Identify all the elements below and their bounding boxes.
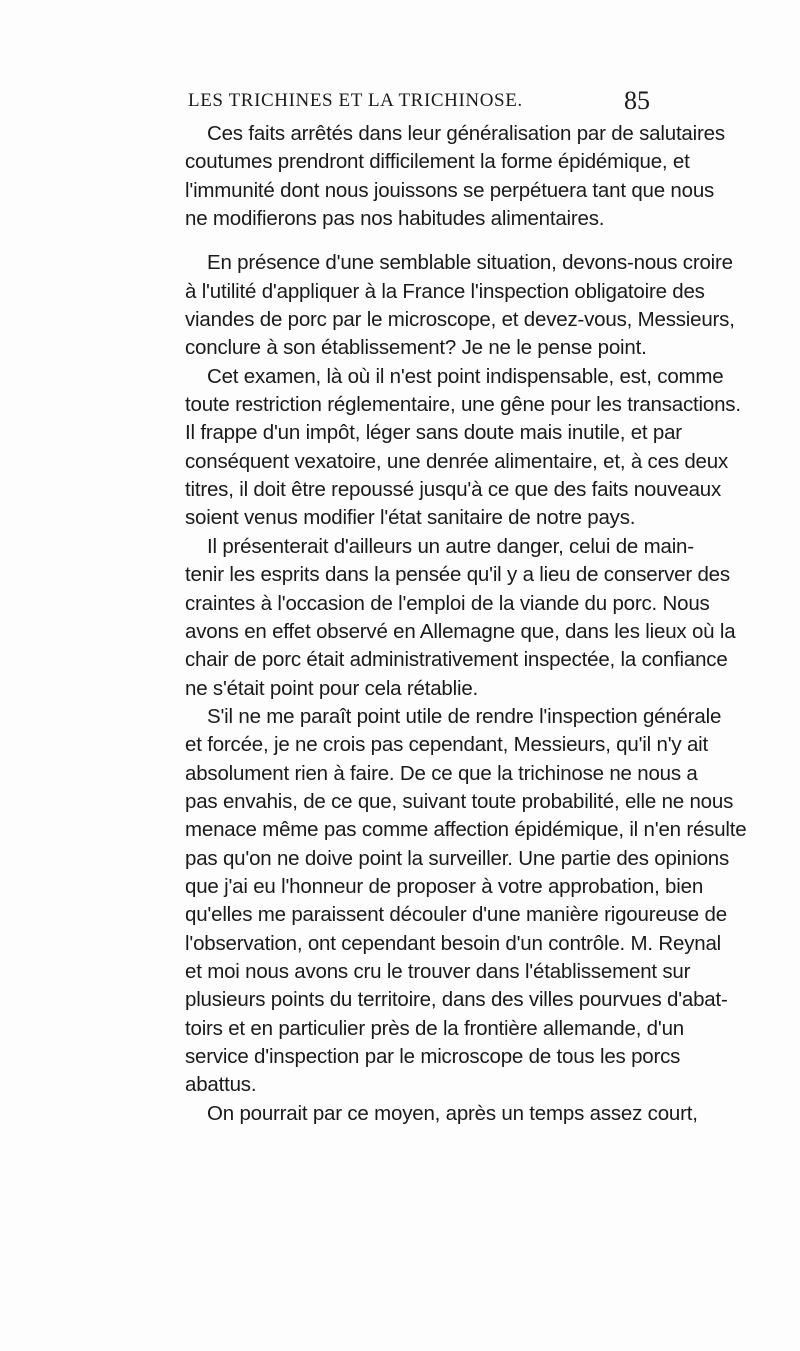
text-line: Ces faits arrêtés dans leur généralisation par de salutaires	[207, 122, 725, 145]
text-line: titres, il doit être repoussé jusqu'à ce que des faits nouveaux	[185, 478, 722, 502]
text-line: On pourrait par ce moyen, après un temps assez court,	[207, 1101, 698, 1125]
text-line: ne modifierons pas nos habitudes alimentaires.	[185, 207, 605, 231]
text-line: S'il ne me paraît point utile de rendre l'inspection générale	[207, 704, 722, 728]
text-line: et forcée, je ne crois pas cependant, Messieurs, qu'il n'y ait	[185, 733, 709, 757]
text-line: avons en effet observé en Allemagne que, dans les lieux où la	[185, 619, 736, 643]
text-line: menace même pas comme affection épidémique, il n'en résulte	[185, 818, 747, 842]
text-line: absolument rien à faire. De ce que la trichinose ne nous a	[185, 761, 698, 785]
paragraph-gap	[185, 233, 655, 249]
running-title: LES TRICHINES ET LA TRICHINOSE.	[188, 90, 523, 111]
text-line: ne s'était point pour cela rétablie.	[185, 676, 479, 700]
text-line: tenir les esprits dans la pensée qu'il y a lieu de conserver des	[185, 563, 730, 587]
text-line: conséquent vexatoire, une denrée alimentaire, et, à ces deux	[185, 449, 728, 473]
text-line: abattus.	[185, 1073, 257, 1097]
text-line: craintes à l'occasion de l'emploi de la viande du porc. Nous	[185, 591, 710, 615]
text-line: Il présenterait d'ailleurs un autre danger, celui de main-	[207, 534, 694, 558]
text-line: chair de porc était administrativement inspectée, la confiance	[185, 648, 728, 672]
text-line: pas qu'on ne doive point la surveiller. Une partie des opinions	[185, 846, 730, 870]
text-line: et moi nous avons cru le trouver dans l'établissement sur	[185, 959, 691, 983]
text-line: l'immunité dont nous jouissons se perpétuera tant que nous	[185, 178, 715, 202]
body-text	[185, 120, 747, 1128]
text-line: soient venus modifier l'état sanitaire de notre pays.	[185, 506, 636, 530]
text-line: toirs et en particulier près de la frontière allemande, d'un	[185, 1016, 684, 1040]
text-line: que j'ai eu l'honneur de proposer à votre approbation, bien	[185, 874, 704, 898]
text-line: pas envahis, de ce que, suivant toute probabilité, elle ne nous	[185, 789, 734, 813]
text-line: conclure à son établissement? Je ne le pense point.	[185, 336, 647, 360]
text-line: coutumes prendront difficilement la forme épidémique, et	[185, 150, 690, 174]
text-line: Cet examen, là où il n'est point indispensable, est, comme	[207, 364, 724, 388]
text-line: plusieurs points du territoire, dans des villes pourvues d'abat-	[185, 988, 728, 1012]
text-line: Il frappe d'un impôt, léger sans doute mais inutile, et par	[185, 421, 682, 445]
text-line: En présence d'une semblable situation, devons-nous croire	[207, 251, 733, 275]
text-line: service d'inspection par le microscope de tous les porcs	[185, 1045, 681, 1068]
page-number: 85	[624, 86, 650, 115]
text-line: à l'utilité d'appliquer à la France l'inspection obligatoire des	[185, 279, 705, 303]
text-line: viandes de porc par le microscope, et devez-vous, Messieurs,	[185, 308, 735, 332]
text-line: l'observation, ont cependant besoin d'un contrôle. M. Reynal	[185, 931, 722, 955]
text-line: qu'elles me paraissent découler d'une manière rigoureuse de	[185, 903, 727, 927]
text-line: toute restriction réglementaire, une gêne pour les transactions.	[185, 393, 741, 417]
running-head	[188, 86, 650, 116]
